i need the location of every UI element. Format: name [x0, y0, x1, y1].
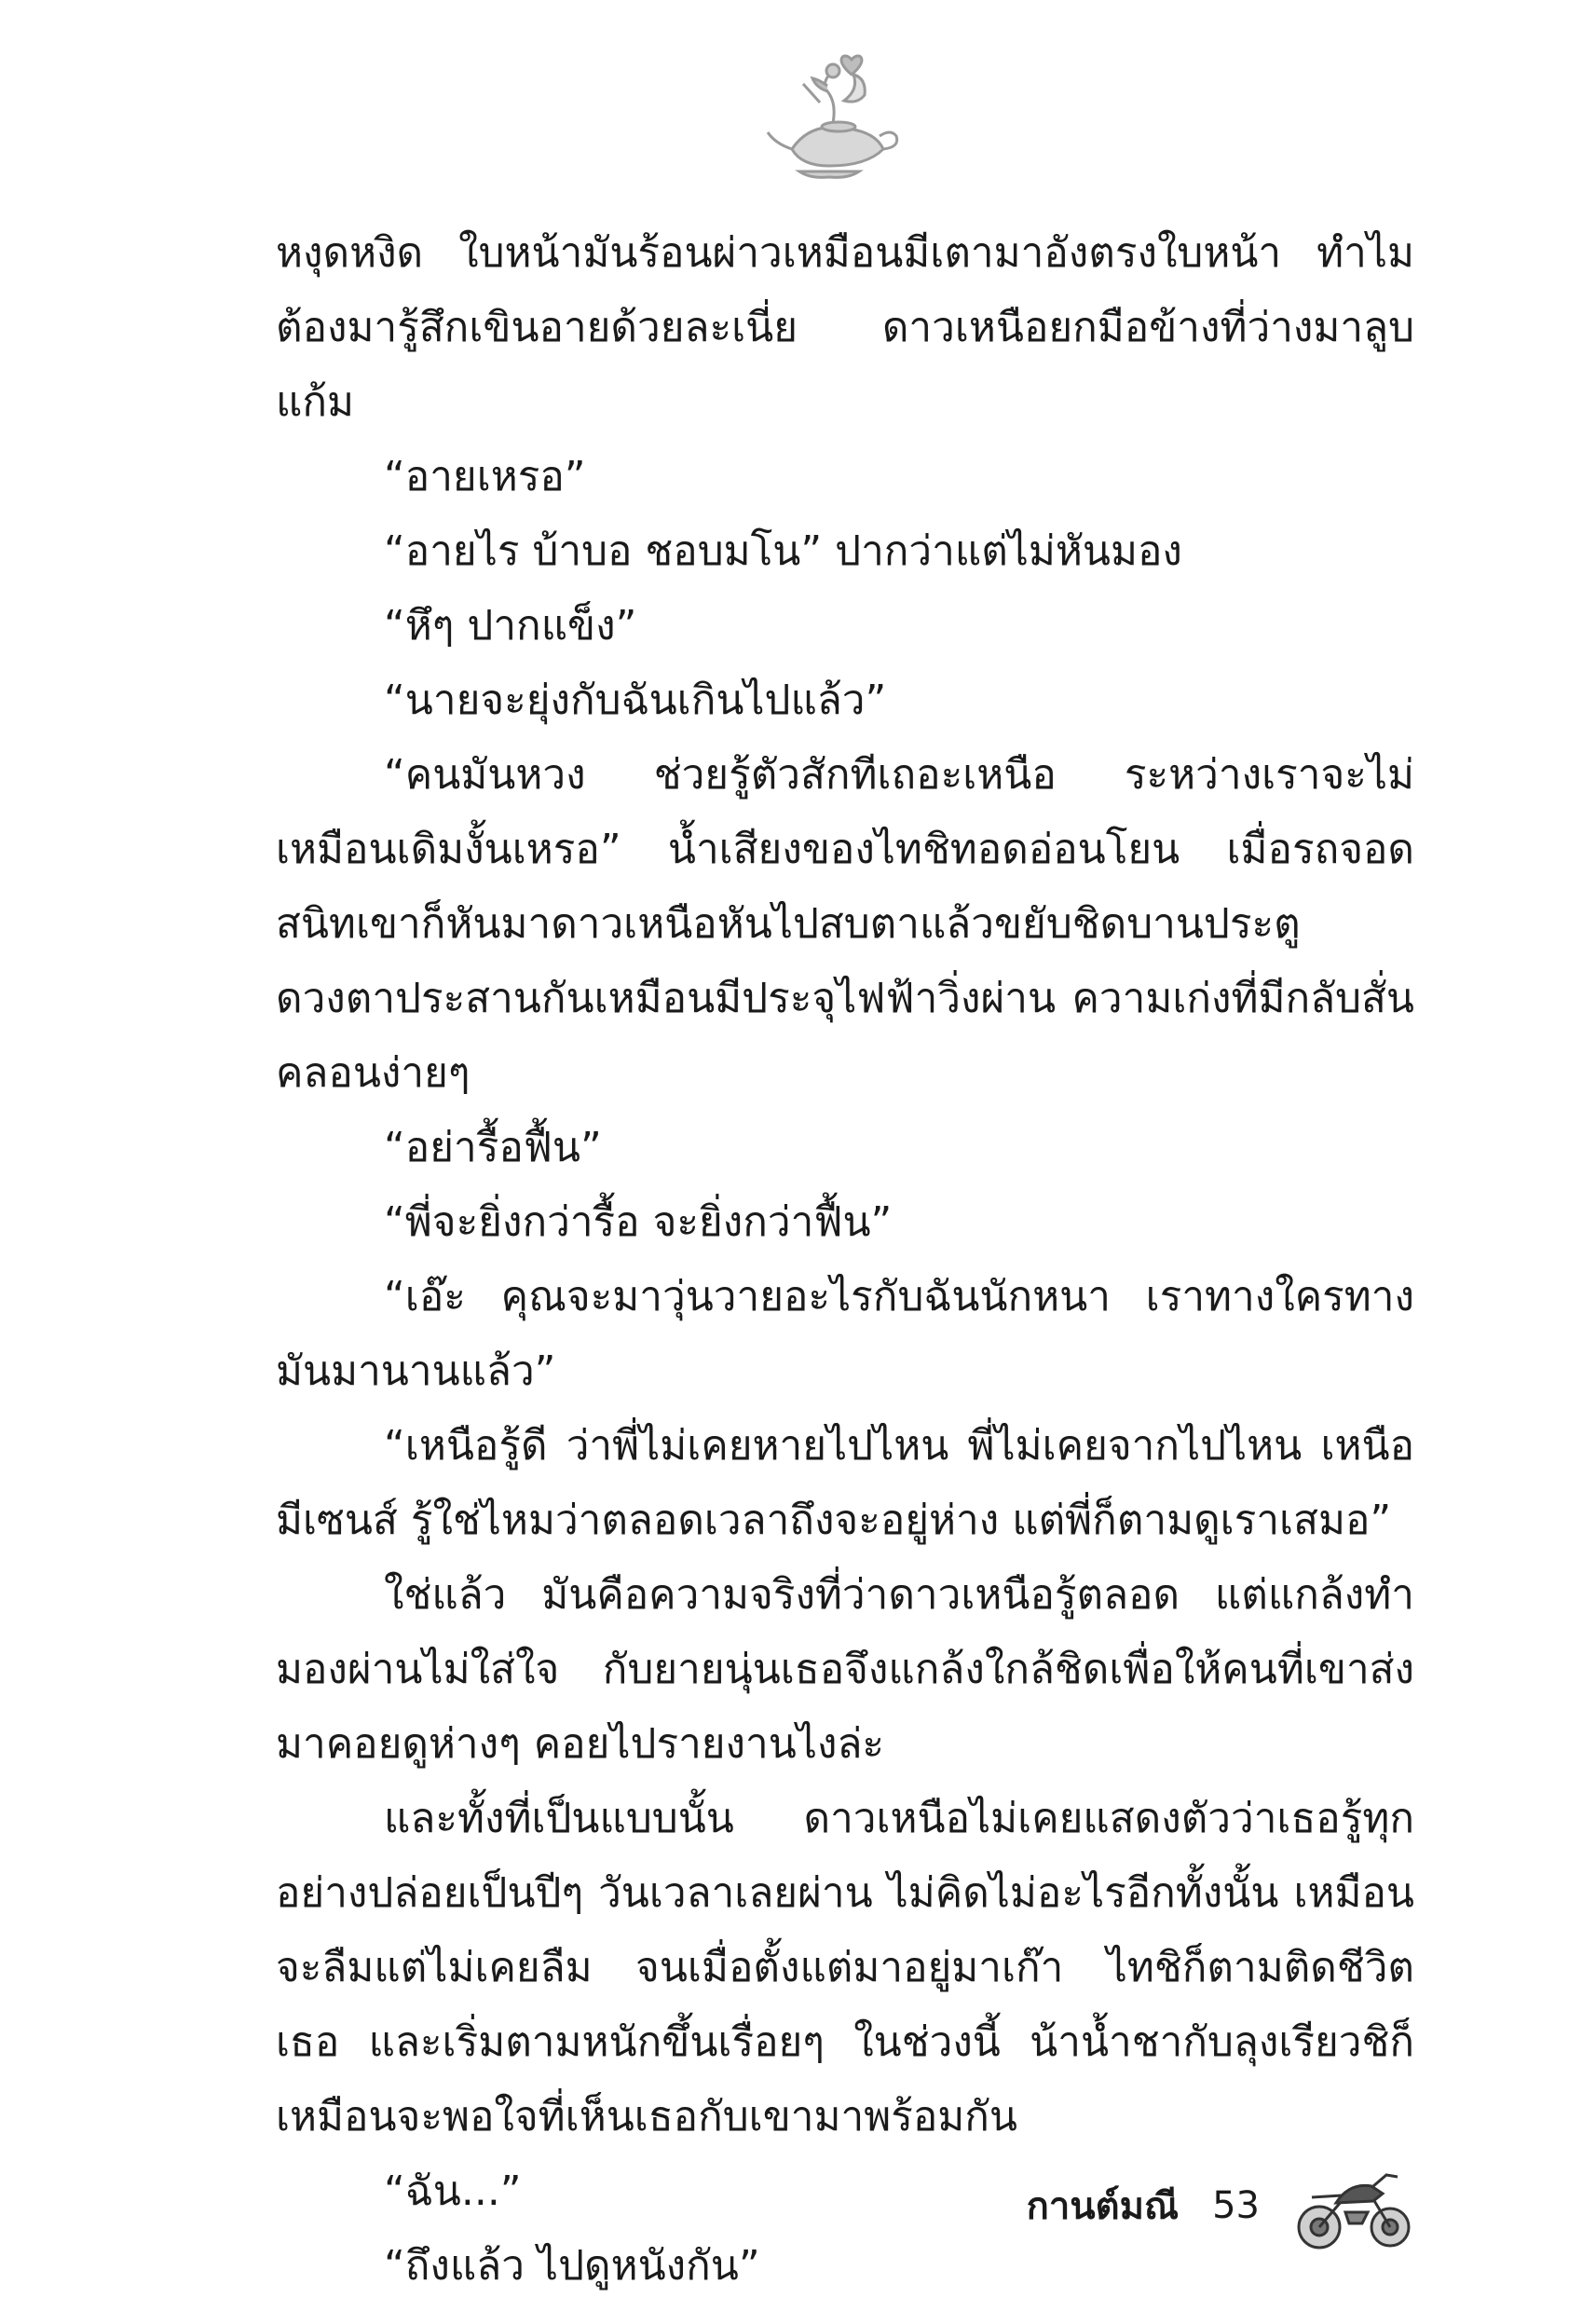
paragraph-4: “หึๆ ปากแข็ง”	[384, 602, 637, 650]
paragraph-11: ใช่แล้ว มันคือความจริงที่ว่าดาวเหนือรู้ตลอด แต่แกล้งทำมองผ่านไม่ใส่ใจ กับยายนุ่นเธอจึงแกล้งใกล้ชิดเพื่อให้คนที่เขาส่งมาคอยดูห่างๆ คอยไปรายงานไงล่ะ	[276, 1571, 1414, 1768]
paragraph-13: “ฉัน...”	[384, 2167, 522, 2215]
page-number: 53	[1212, 2184, 1260, 2227]
teapot-cupid-ornament-icon	[755, 47, 904, 186]
motorcycle-icon	[1293, 2154, 1414, 2257]
paragraph-14: “ถึงแล้ว ไปดูหนังกัน”	[384, 2242, 760, 2290]
page-footer	[1027, 2145, 1414, 2266]
author-name: กานต์มณี	[1026, 2185, 1180, 2228]
paragraph-2: “อายเหรอ”	[384, 453, 586, 500]
paragraph-10: “เหนือรู้ดี ว่าพี่ไม่เคยหายไปไหน พี่ไม่เคยจากไปไหน เหนือมีเซนส์ รู้ใช่ไหมว่าตลอดเวลาถึงจะอยู่ห่าง แต่พี่ก็ตามดูเราเสมอ”	[276, 1422, 1414, 1544]
paragraph-6: “คนมันหวง ช่วยรู้ตัวสักทีเถอะเหนือ ระหว่างเราจะไม่เหมือนเดิมงั้นเหรอ” น้ำเสียงของไทชิทอดอ่อนโยน เมื่อรถจอดสนิทเขาก็หันมาดาวเหนือหันไปสบตาแล้วขยับชิดบานประตู ดวงตาประสานกันเหมือนมีประจุไฟฟ้าวิ่งผ่าน ความเก่งที่มีกลับสั่นคลอนง่ายๆ	[276, 751, 1414, 1097]
paragraph-1: หงุดหงิด ใบหน้ามันร้อนผ่าวเหมือนมีเตามาอังตรงใบหน้า ทำไมต้องมารู้สึกเขินอายด้วยละเนี่ย ดาวเหนือยกมือข้างที่ว่างมาลูบแก้ม	[276, 229, 1414, 426]
paragraph-7: “อย่ารื้อฟื้น”	[384, 1124, 602, 1171]
paragraph-5: “นายจะยุ่งกับฉันเกินไปแล้ว”	[384, 677, 887, 724]
paragraph-8: “พี่จะยิ่งกว่ารื้อ จะยิ่งกว่าฟื้น”	[384, 1198, 893, 1246]
chapter-body	[276, 216, 1414, 2304]
paragraph-3: “อายไร บ้าบอ ชอบมโน” ปากว่าแต่ไม่หันมอง	[384, 527, 1182, 575]
paragraph-9: “เอ๊ะ คุณจะมาวุ่นวายอะไรกับฉันนักหนา เราทางใครทางมันมานานแล้ว”	[276, 1273, 1414, 1395]
paragraph-12: และทั้งที่เป็นแบบนั้น ดาวเหนือไม่เคยแสดงตัวว่าเธอรู้ทุกอย่างปล่อยเป็นปีๆ วันเวลาเลยผ่าน ไม่คิดไม่อะไรอีกทั้งนั้น เหมือนจะลืมแต่ไม่เคยลืม จนเมื่อตั้งแต่มาอยู่มาเก๊า ไทชิก็ตามติดชีวิตเธอ และเริ่มตามหนักขึ้นเรื่อยๆ ในช่วงนี้ น้าน้ำชากับลุงเรียวชิก็เหมือนจะพอใจที่เห็นเธอกับเขามาพร้อมกัน	[276, 1795, 1414, 2140]
